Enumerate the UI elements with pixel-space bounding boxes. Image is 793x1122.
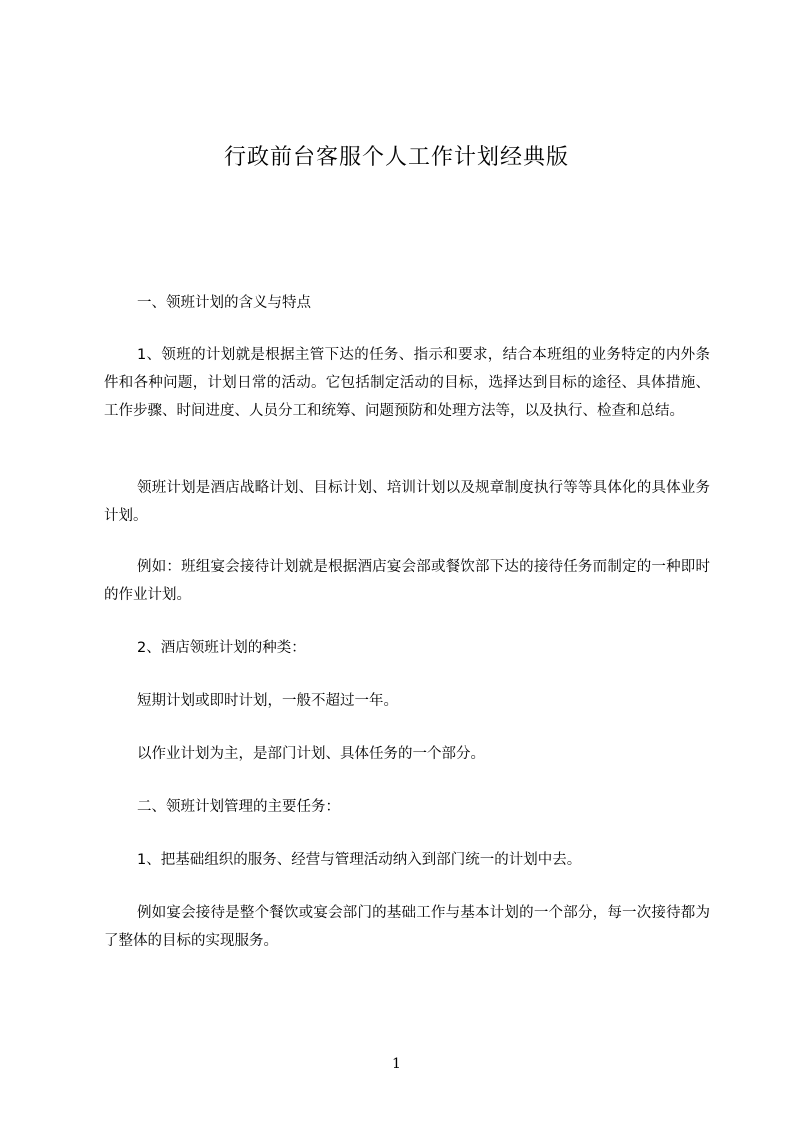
paragraph: 领班计划是酒店战略计划、目标计划、培训计划以及规章制度执行等等具体化的具体业务计划。 <box>104 480 710 524</box>
document-title: 行政前台客服个人工作计划经典版 <box>223 145 569 170</box>
paragraph: 1、把基础组织的服务、经营与管理活动纳入到部门统一的计划中去。 <box>137 852 582 868</box>
paragraph: 短期计划或即时计划，一般不超过一年。 <box>137 693 398 709</box>
paragraph: 例如：班组宴会接待计划就是根据酒店宴会部或餐饮部下达的接待任务而制定的一种即时的作业计划。 <box>104 559 710 603</box>
section-heading: 一、领班计划的含义与特点 <box>137 295 311 311</box>
paragraph: 以作业计划为主，是部门计划、具体任务的一个部分。 <box>137 746 485 762</box>
page-number: 1 <box>392 1056 401 1072</box>
subsection-heading: 2、酒店领班计划的种类： <box>137 640 306 656</box>
paragraph: 例如宴会接待是整个餐饮或宴会部门的基础工作与基本计划的一个部分，每一次接待都为了整体的目标的实现服务。 <box>104 905 710 949</box>
section-heading: 二、领班计划管理的主要任务： <box>137 799 340 815</box>
paragraph: 1、领班的计划就是根据主管下达的任务、指示和要求，结合本班组的业务特定的内外条件和各种问题，计划日常的活动。它包括制定活动的目标，选择达到目标的途径、具体措施、工作步骤、时间进度、人员分工和统筹、问题预防和处理方法等，以及执行、检查和总结。 <box>104 347 710 419</box>
